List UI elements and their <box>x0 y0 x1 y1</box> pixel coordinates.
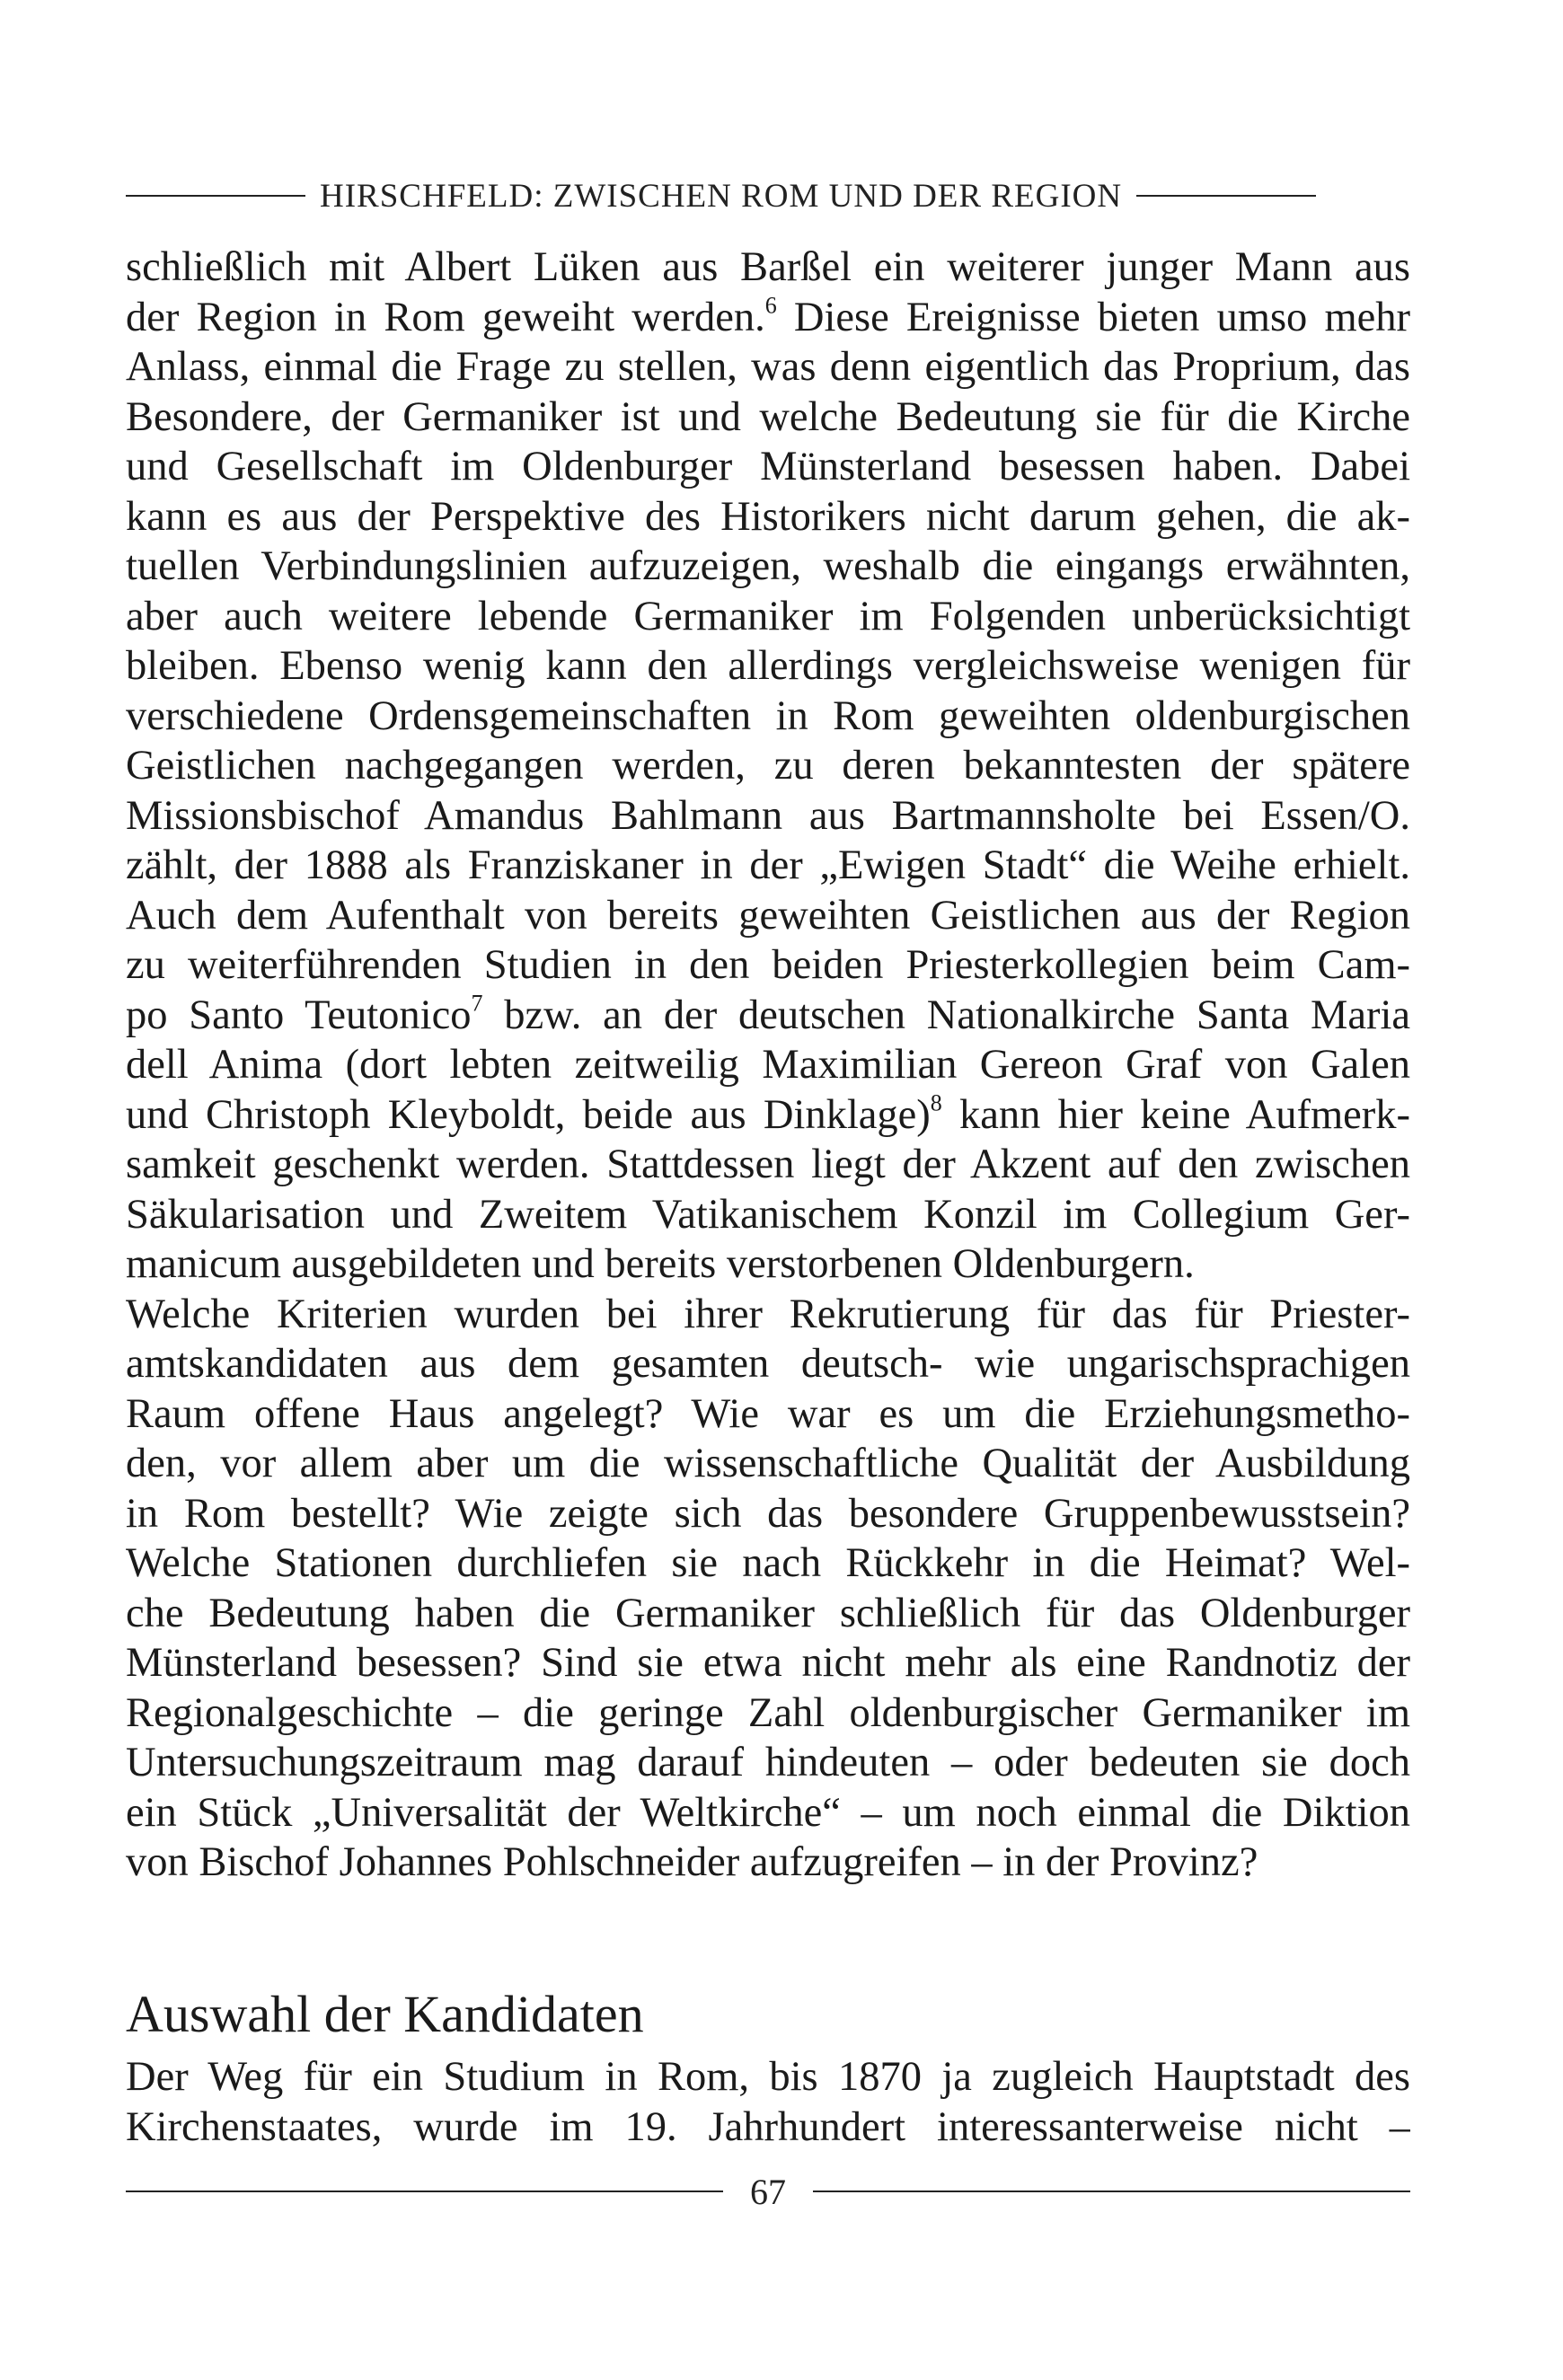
text-line: Münsterland besessen? Sind sie etwa nicht mehr als eine Randnotiz der <box>126 1640 1410 1686</box>
text-line: und Gesellschaft im Oldenburger Münsterland besessen haben. Dabei <box>126 444 1410 489</box>
text-line: Anlass, einmal die Frage zu stellen, was denn eigentlich das Proprium, das <box>126 344 1410 390</box>
text-line: in Rom bestellt? Wie zeigte sich das besondere Gruppenbewusstsein? <box>126 1490 1410 1537</box>
running-head-rule-left <box>126 195 305 197</box>
section-body <box>126 2052 1410 2152</box>
paragraph-1 <box>126 242 1410 1290</box>
text-line: Kirchenstaates, wurde im 19. Jahrhundert interessanterweise nicht – <box>126 2103 1410 2150</box>
section-heading: Auswahl der Kandidaten <box>126 1985 644 2043</box>
text-line: Besondere, der Germaniker ist und welche Bedeutung sie für die Kirche <box>126 393 1410 440</box>
text-line: tuellen Verbindungslinien aufzuzeigen, weshalb die eingangs erwähnten, <box>126 543 1410 589</box>
text-line: den, vor allem aber um die wissenschaftliche Qualität der Ausbildung <box>126 1441 1410 1486</box>
text-line: Geistlichen nachgegangen werden, zu deren bekanntesten der spätere <box>126 743 1410 789</box>
text-line: Missionsbischof Amandus Bahlmann aus Bartmannsholte bei Essen/O. <box>126 792 1410 839</box>
text-line: manicum ausgebildeten und bereits verstorbenen Oldenburgern. <box>126 1241 1195 1287</box>
text-line: dell Anima (dort lebten zeitweilig Maximilian Gereon Graf von Galen <box>126 1042 1410 1088</box>
text-line: Welche Kriterien wurden bei ihrer Rekrutierung für das für Priester- <box>126 1291 1410 1337</box>
text-line: po Santo Teutonico$^7$ bzw. an der deutschen Nationalkirche Santa Maria <box>126 990 1410 1038</box>
running-head-rule-right <box>1136 195 1316 197</box>
footnote-ref-7: 7 <box>471 990 483 1016</box>
footer-rule-right <box>813 2190 1410 2192</box>
text-line: Der Weg für ein Studium in Rom, bis 1870 ja zugleich Hauptstadt des <box>126 2054 1410 2100</box>
footer-rule-left <box>126 2190 723 2192</box>
text-line: Welche Stationen durchliefen sie nach Rückkehr in die Heimat? Wel- <box>126 1540 1410 1586</box>
page-footer <box>126 2164 1410 2218</box>
text-line: Regionalgeschichte – die geringe Zahl oldenburgischer Germaniker im <box>126 1689 1410 1736</box>
text-line: samkeit geschenkt werden. Stattdessen liegt der Akzent auf den zwischen <box>126 1142 1410 1187</box>
text-line: che Bedeutung haben die Germaniker schließlich für das Oldenburger <box>126 1590 1410 1636</box>
running-head-title: HIRSCHFELD: ZWISCHEN ROM UND DER REGION <box>320 177 1123 215</box>
text-line: kann es aus der Perspektive des Historikers nicht darum gehen, die ak- <box>126 493 1410 540</box>
paragraph-2 <box>126 1290 1410 1888</box>
running-head <box>126 173 1410 218</box>
text-line: verschiedene Ordensgemeinschaften in Rom geweihten oldenburgischen <box>126 692 1410 739</box>
text-line: zu weiterführenden Studien in den beiden Priesterkollegien beim Cam- <box>126 942 1410 988</box>
text-line: amtskandidaten aus dem gesamten deutsch- wie ungarischsprachigen <box>126 1341 1410 1387</box>
text-line: Auch dem Aufenthalt von bereits geweihten Geistlichen aus der Region <box>126 892 1410 939</box>
book-page <box>126 0 1410 2380</box>
text-line: und Christoph Kleyboldt, beide aus Dinklage)$^8$ kann hier keine Aufmerk- <box>126 1089 1410 1138</box>
text-line: schließlich mit Albert Lüken aus Barßel ein weiterer junger Mann aus <box>126 244 1410 290</box>
text-line: bleiben. Ebenso wenig kann den allerdings vergleichsweise wenigen für <box>126 643 1410 689</box>
text-line: von Bischof Johannes Pohlschneider aufzugreifen – in der Provinz? <box>126 1839 1258 1885</box>
text-line: ein Stück „Universalität der Weltkirche“ – um noch einmal die Diktion <box>126 1789 1410 1836</box>
text-line: zählt, der 1888 als Franziskaner in der „Ewigen Stadt“ die Weihe erhielt. <box>126 842 1410 888</box>
body-text <box>126 242 1410 1888</box>
text-line: aber auch weitere lebende Germaniker im Folgenden unberücksichtigt <box>126 593 1410 639</box>
text-line: Raum offene Haus angelegt? Wie war es um die Erziehungsmetho- <box>126 1390 1410 1437</box>
text-line: der Region in Rom geweiht werden.$^6$ Diese Ereignisse bieten umso mehr <box>126 292 1410 340</box>
text-line: Untersuchungszeitraum mag darauf hindeuten – oder bedeuten sie doch <box>126 1740 1410 1785</box>
page-number: 67 <box>750 2171 786 2212</box>
footnote-ref-6: 6 <box>764 292 777 318</box>
text-line: Säkularisation und Zweitem Vatikanischem Konzil im Collegium Ger- <box>126 1191 1410 1238</box>
footnote-ref-8: 8 <box>930 1089 942 1115</box>
